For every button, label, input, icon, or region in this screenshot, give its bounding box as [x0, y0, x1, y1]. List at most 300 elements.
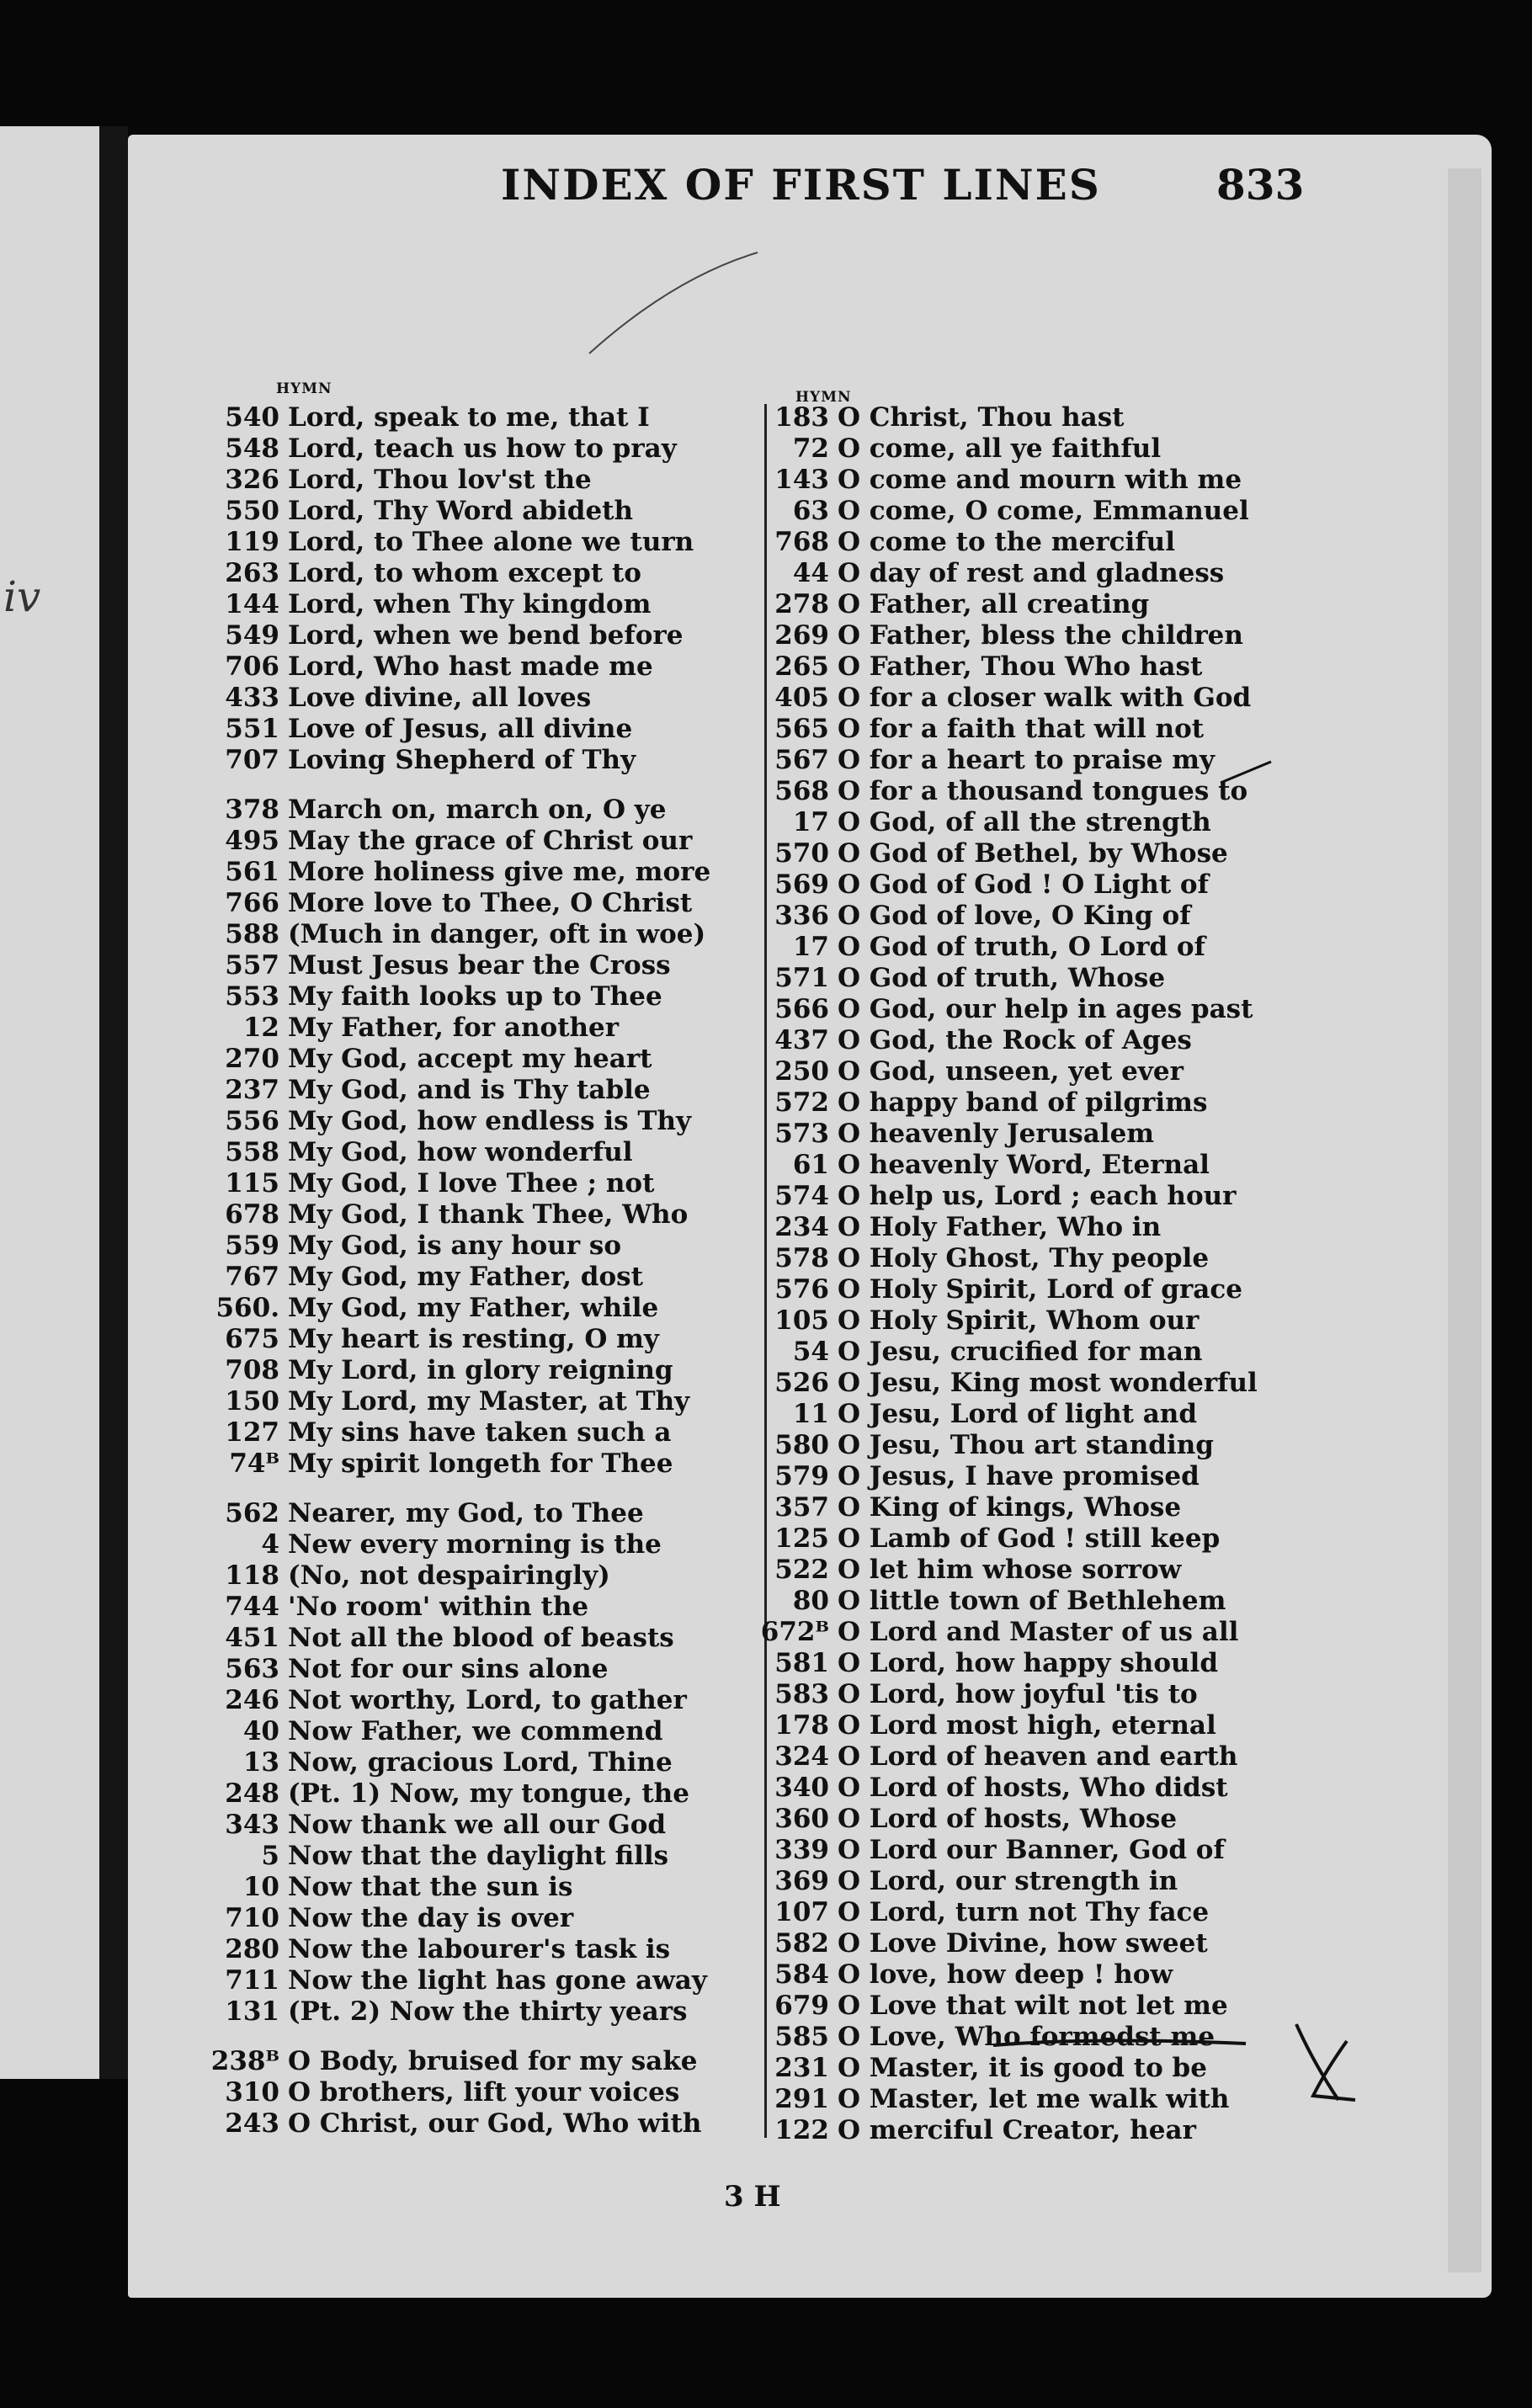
hymn-number: 566	[774, 994, 829, 1024]
hymn-number: 61	[792, 1150, 829, 1180]
hymn-number: 433	[225, 683, 279, 713]
right-entry	[783, 1150, 1322, 1181]
hymn-number: 183	[774, 402, 829, 433]
hymn-number: 243	[225, 2108, 279, 2139]
left-entry	[225, 1137, 774, 1168]
first-line-text: Now the labourer's task is	[288, 1934, 671, 1964]
hymn-number: 13	[242, 1747, 279, 1778]
right-entry	[774, 1056, 1322, 1087]
printer-signature: 3 H	[724, 2180, 781, 2214]
first-line-text: O Lord our Banner, God of	[838, 1835, 1225, 1865]
left-entry	[215, 1293, 774, 1324]
hymn-number: 143	[774, 465, 829, 495]
first-line-text: My God, I love Thee ; not	[288, 1168, 655, 1199]
first-line-text: O heavenly Word, Eternal	[838, 1150, 1210, 1180]
first-line-text: (No, not despairingly)	[288, 1560, 610, 1591]
left-entry	[225, 1386, 774, 1417]
left-index-column	[210, 402, 774, 2140]
hymn-number: 378	[225, 795, 279, 825]
first-line-text: My heart is resting, O my	[288, 1324, 659, 1354]
first-line-text: O Holy Ghost, Thy people	[838, 1243, 1210, 1273]
hymn-number: 74ᴮ	[229, 1449, 279, 1479]
hymn-number: 115	[225, 1168, 279, 1199]
right-entry	[774, 1119, 1322, 1150]
left-entry	[225, 1810, 774, 1841]
right-entry	[783, 1399, 1322, 1430]
first-line-text: My faith looks up to Thee	[288, 981, 662, 1012]
hymn-number: 574	[774, 1181, 829, 1211]
left-entry	[225, 1903, 774, 1934]
first-line-text: New every morning is the	[288, 1529, 662, 1560]
hymn-number: 357	[774, 1492, 829, 1523]
right-entry	[774, 776, 1322, 807]
left-entry	[225, 826, 774, 857]
right-entry	[774, 1368, 1322, 1399]
first-line-text: O Lord and Master of us all	[838, 1617, 1239, 1647]
first-line-text: O love, how deep ! how	[838, 1959, 1173, 1990]
right-entry	[774, 1897, 1322, 1928]
right-entry	[783, 1586, 1322, 1617]
first-line-text: May the grace of Christ our	[288, 826, 693, 856]
left-entry	[242, 1872, 774, 1903]
first-line-text: My God, I thank Thee, Who	[288, 1199, 689, 1230]
first-line-text: Lord, when we bend before	[288, 620, 684, 651]
right-entry	[774, 651, 1322, 683]
hymn-number: 706	[225, 651, 279, 682]
hymn-number: 238ᴮ	[210, 2046, 279, 2076]
first-line-text: O Lord of hosts, Whose	[838, 1804, 1178, 1834]
hymn-number: 583	[774, 1679, 829, 1709]
first-line-text: Lord, to Thee alone we turn	[288, 527, 694, 557]
left-entry	[225, 1654, 774, 1685]
hymn-number: 369	[774, 1866, 829, 1896]
hymn-number: 339	[774, 1835, 829, 1865]
hymn-number: 12	[242, 1013, 279, 1043]
left-entry	[225, 1168, 774, 1199]
first-line-text: My God, my Father, while	[288, 1293, 659, 1323]
left-entry	[225, 1417, 774, 1449]
left-entry	[225, 1996, 774, 2028]
left-entry	[225, 651, 774, 683]
page-number: 833	[1216, 160, 1305, 210]
right-entry	[783, 496, 1322, 527]
hymn-number: 549	[225, 620, 279, 651]
hymn-number: 707	[225, 745, 279, 775]
first-line-text: O God of love, O King of	[838, 901, 1191, 931]
hymn-number: 131	[225, 1996, 279, 2027]
right-entry	[774, 1430, 1322, 1461]
left-entry	[225, 1778, 774, 1810]
column-label-right: HYMN	[795, 389, 852, 406]
first-line-text: Love divine, all loves	[288, 683, 592, 713]
first-line-text: Lord, when Thy kingdom	[288, 589, 652, 619]
left-entry	[225, 795, 774, 826]
hymn-number: 278	[774, 589, 829, 619]
first-line-text: O King of kings, Whose	[838, 1492, 1182, 1523]
right-entry	[774, 1461, 1322, 1492]
left-entry	[253, 1529, 774, 1560]
first-line-text: O Jesu, crucified for man	[838, 1337, 1203, 1367]
right-entry	[774, 1181, 1322, 1212]
right-entry	[774, 1866, 1322, 1897]
first-line-text: March on, march on, O ye	[288, 795, 667, 825]
first-line-text: O merciful Creator, hear	[838, 2115, 1196, 2145]
hymn-number: 248	[225, 1778, 279, 1809]
hymn-number: 343	[225, 1810, 279, 1840]
right-entry	[774, 838, 1322, 869]
first-line-text: Love of Jesus, all divine	[288, 714, 633, 744]
hymn-number: 4	[261, 1529, 279, 1560]
first-line-text: Nearer, my God, to Thee	[288, 1498, 644, 1528]
first-line-text: O Lord most high, eternal	[838, 1710, 1216, 1741]
hymn-number: 119	[225, 527, 279, 557]
hymn-number: 265	[774, 651, 829, 682]
first-line-text: Lord, Thou lov'st the	[288, 465, 592, 495]
hymn-number: 569	[774, 869, 829, 900]
hymn-number: 340	[774, 1773, 829, 1803]
first-line-text: (Much in danger, oft in woe)	[288, 919, 706, 949]
hymn-number: 118	[225, 1560, 279, 1591]
hymn-number: 40	[242, 1716, 279, 1746]
hymn-number: 768	[774, 527, 829, 557]
left-entry	[225, 683, 774, 714]
left-entry	[225, 950, 774, 981]
right-entry	[774, 1648, 1322, 1679]
facing-page-fragment: iv	[3, 572, 41, 621]
hymn-number: 563	[225, 1654, 279, 1684]
first-line-text: O Jesu, Thou art standing	[838, 1430, 1214, 1460]
left-entry	[225, 857, 774, 888]
first-line-text: Lord, Thy Word abideth	[288, 496, 634, 526]
first-line-text: O for a closer walk with God	[838, 683, 1252, 713]
left-entry	[225, 589, 774, 620]
first-line-text: My God, and is Thy table	[288, 1075, 651, 1105]
first-line-text: Now the day is over	[288, 1903, 574, 1933]
first-line-text: Not for our sins alone	[288, 1654, 609, 1684]
first-line-text: O little town of Bethlehem	[838, 1586, 1226, 1616]
hymn-number: 579	[774, 1461, 829, 1491]
hymn-number: 17	[792, 932, 829, 962]
hymn-number: 270	[225, 1044, 279, 1074]
right-entry	[774, 2115, 1322, 2146]
hymn-number: 560.	[215, 1293, 279, 1323]
left-entry	[225, 527, 774, 558]
first-line-text: O come, O come, Emmanuel	[838, 496, 1249, 526]
first-line-text: O heavenly Jerusalem	[838, 1119, 1155, 1149]
first-line-text: My God, my Father, dost	[288, 1262, 643, 1292]
first-line-text: O come and mourn with me	[838, 465, 1242, 495]
left-entry	[242, 1747, 774, 1778]
first-line-text: O God of truth, O Lord of	[838, 932, 1205, 962]
first-line-text: O Christ, Thou hast	[838, 402, 1125, 433]
hymn-number: 576	[774, 1274, 829, 1305]
left-entry	[225, 1498, 774, 1529]
first-line-text: My God, how wonderful	[288, 1137, 633, 1167]
hymn-number: 125	[774, 1523, 829, 1554]
left-entry	[242, 1013, 774, 1044]
first-line-text: O Jesu, King most wonderful	[838, 1368, 1258, 1398]
right-entry	[774, 1555, 1322, 1586]
right-entry	[774, 1835, 1322, 1866]
first-line-text: O God of God ! O Light of	[838, 869, 1209, 900]
first-line-text: Not all the blood of beasts	[288, 1623, 674, 1653]
right-entry	[774, 1212, 1322, 1243]
hymn-number: 336	[774, 901, 829, 931]
first-line-text: O let him whose sorrow	[838, 1555, 1182, 1585]
hymn-number: 578	[774, 1243, 829, 1273]
first-line-text: O Jesu, Lord of light and	[838, 1399, 1198, 1429]
hymn-number: 562	[225, 1498, 279, 1528]
left-entry	[225, 1231, 774, 1262]
left-entry	[210, 2046, 774, 2077]
hymn-number: 679	[774, 1991, 829, 2021]
left-entry	[225, 433, 774, 465]
first-line-text: Now Father, we commend	[288, 1716, 663, 1746]
first-line-text: O Master, let me walk with	[838, 2084, 1230, 2114]
hymn-number: 585	[774, 2022, 829, 2052]
hymn-number: 744	[225, 1592, 279, 1622]
first-line-text: O Love, Who formedst me	[838, 2022, 1215, 2052]
right-entry	[774, 1087, 1322, 1119]
first-line-text: O come to the merciful	[838, 527, 1175, 557]
hymn-number: 708	[225, 1355, 279, 1385]
first-line-text: O for a thousand tongues to	[838, 776, 1248, 806]
left-entry	[225, 1075, 774, 1106]
first-line-text: My Lord, in glory reigning	[288, 1355, 673, 1385]
hymn-number: 44	[792, 558, 829, 588]
first-line-text: O for a faith that will not	[838, 714, 1205, 744]
left-entry	[225, 888, 774, 919]
first-line-text: O Father, bless the children	[838, 620, 1243, 651]
right-entry	[774, 1679, 1322, 1710]
left-entry	[229, 1449, 774, 1480]
hymn-number: 324	[774, 1741, 829, 1772]
hymn-number: 437	[774, 1025, 829, 1055]
left-entry	[225, 2108, 774, 2140]
right-entry	[783, 433, 1322, 465]
first-line-text: O happy band of pilgrims	[838, 1087, 1208, 1118]
first-line-text: O Lamb of God ! still keep	[838, 1523, 1221, 1554]
hymn-number: 11	[792, 1399, 829, 1429]
right-entry	[774, 589, 1322, 620]
hymn-number: 263	[225, 558, 279, 588]
hymn-number: 17	[792, 807, 829, 837]
first-line-text: Now, gracious Lord, Thine	[288, 1747, 673, 1778]
hymn-number: 10	[242, 1872, 279, 1902]
hymn-number: 548	[225, 433, 279, 464]
first-line-text: O Father, all creating	[838, 589, 1150, 619]
first-line-text: Must Jesus bear the Cross	[288, 950, 671, 981]
right-entry	[774, 745, 1322, 776]
right-entry	[783, 932, 1322, 963]
first-line-text: O for a heart to praise my	[838, 745, 1215, 775]
right-entry	[774, 1773, 1322, 1804]
left-entry	[242, 1716, 774, 1747]
first-line-text: Now the light has gone away	[288, 1965, 707, 1996]
right-entry	[774, 1243, 1322, 1274]
hymn-number: 495	[225, 826, 279, 856]
hymn-number: 561	[225, 857, 279, 887]
left-entry	[225, 1685, 774, 1716]
first-line-text: O Christ, our God, Who with	[288, 2108, 702, 2139]
hymn-number: 766	[225, 888, 279, 918]
hymn-number: 122	[774, 2115, 829, 2145]
left-entry	[225, 981, 774, 1013]
hymn-number: 405	[774, 683, 829, 713]
first-line-text: Lord, speak to me, that I	[288, 402, 650, 433]
right-entry	[774, 620, 1322, 651]
left-entry	[225, 1199, 774, 1231]
left-entry	[225, 496, 774, 527]
right-entry	[774, 1928, 1322, 1959]
hymn-number: 360	[774, 1804, 829, 1834]
right-entry	[774, 527, 1322, 558]
hymn-number: 144	[225, 589, 279, 619]
first-line-text: Now that the daylight fills	[288, 1841, 669, 1871]
right-entry	[774, 901, 1322, 932]
hymn-number: 557	[225, 950, 279, 981]
first-line-text: O God of Bethel, by Whose	[838, 838, 1228, 869]
hymn-number: 580	[774, 1430, 829, 1460]
first-line-text: O Lord of heaven and earth	[838, 1741, 1238, 1772]
hymn-number: 107	[774, 1897, 829, 1927]
right-entry	[774, 1274, 1322, 1305]
left-entry	[225, 1262, 774, 1293]
page-title: INDEX OF FIRST LINES	[501, 160, 1101, 210]
hymn-number: 72	[792, 433, 829, 464]
first-line-text: O Body, bruised for my sake	[288, 2046, 698, 2076]
first-line-text: O Jesus, I have promised	[838, 1461, 1200, 1491]
right-entry	[774, 683, 1322, 714]
hymn-number: 570	[774, 838, 829, 869]
hymn-number: 54	[792, 1337, 829, 1367]
hymn-number: 558	[225, 1137, 279, 1167]
first-line-text: O God, of all the strength	[838, 807, 1211, 837]
left-entry	[253, 1841, 774, 1872]
right-entry	[774, 2084, 1322, 2115]
hymn-number: 767	[225, 1262, 279, 1292]
first-line-text: O brothers, lift your voices	[288, 2077, 680, 2108]
right-entry	[774, 465, 1322, 496]
right-index-column	[760, 402, 1322, 2146]
left-entry	[225, 1106, 774, 1137]
right-entry	[774, 1959, 1322, 1991]
hymn-number: 571	[774, 963, 829, 993]
hymn-number: 540	[225, 402, 279, 433]
right-entry	[774, 1492, 1322, 1523]
hymn-number: 711	[225, 1965, 279, 1996]
page-edge-shadow	[1448, 168, 1481, 2272]
left-entry	[225, 620, 774, 651]
first-line-text: My Lord, my Master, at Thy	[288, 1386, 690, 1417]
hymn-number: 567	[774, 745, 829, 775]
first-line-text: Lord, to whom except to	[288, 558, 641, 588]
hymn-number: 234	[774, 1212, 829, 1242]
first-line-text: Now thank we all our God	[288, 1810, 667, 1840]
hymn-number: 568	[774, 776, 829, 806]
right-entry	[774, 402, 1322, 433]
hymn-number: 556	[225, 1106, 279, 1136]
hymn-number: 310	[225, 2077, 279, 2108]
hymn-number: 573	[774, 1119, 829, 1149]
hymn-number: 5	[261, 1841, 279, 1871]
right-entry	[760, 1617, 1322, 1648]
hymn-number: 105	[774, 1305, 829, 1336]
first-line-text: Not worthy, Lord, to gather	[288, 1685, 687, 1715]
hymn-number: 127	[225, 1417, 279, 1448]
hymn-number: 584	[774, 1959, 829, 1990]
left-entry	[225, 402, 774, 433]
first-line-text: My God, how endless is Thy	[288, 1106, 692, 1136]
hymn-number: 678	[225, 1199, 279, 1230]
hymn-number: 526	[774, 1368, 829, 1398]
first-line-text: My God, is any hour so	[288, 1231, 621, 1261]
right-entry	[774, 1523, 1322, 1555]
hymn-number: 250	[774, 1056, 829, 1087]
hymn-number: 588	[225, 919, 279, 949]
hymn-number: 522	[774, 1555, 829, 1585]
hymn-number: 565	[774, 714, 829, 744]
hymn-number: 572	[774, 1087, 829, 1118]
right-entry	[774, 869, 1322, 901]
first-line-text: My Father, for another	[288, 1013, 620, 1043]
first-line-text: My sins have taken such a	[288, 1417, 672, 1448]
first-line-text: O Lord, turn not Thy face	[838, 1897, 1210, 1927]
first-line-text: O Holy Father, Who in	[838, 1212, 1162, 1242]
hymn-number: 710	[225, 1903, 279, 1933]
first-line-text: Lord, Who hast made me	[288, 651, 653, 682]
first-line-text: My God, accept my heart	[288, 1044, 652, 1074]
right-entry	[774, 2022, 1322, 2053]
hymn-number: 326	[225, 465, 279, 495]
hymn-number: 237	[225, 1075, 279, 1105]
page-header	[370, 160, 1305, 219]
first-line-text: O God, the Rock of Ages	[838, 1025, 1192, 1055]
first-line-text: Loving Shepherd of Thy	[288, 745, 636, 775]
hymn-number: 63	[792, 496, 829, 526]
left-entry	[225, 1592, 774, 1623]
first-line-text: O Lord, our strength in	[838, 1866, 1178, 1896]
column-label-left: HYMN	[276, 380, 332, 397]
first-line-text: O help us, Lord ; each hour	[838, 1181, 1237, 1211]
hymn-number: 553	[225, 981, 279, 1012]
right-entry	[774, 994, 1322, 1025]
hymn-number: 559	[225, 1231, 279, 1261]
first-line-text: (Pt. 1) Now, my tongue, the	[288, 1778, 689, 1809]
left-entry	[225, 1560, 774, 1592]
first-line-text: O Love that wilt not let me	[838, 1991, 1228, 2021]
right-entry	[774, 1710, 1322, 1741]
first-line-text: O God, our help in ages past	[838, 994, 1253, 1024]
left-entry	[225, 1965, 774, 1996]
left-entry	[225, 1044, 774, 1075]
hymn-number: 231	[774, 2053, 829, 2083]
hymn-number: 269	[774, 620, 829, 651]
right-entry	[783, 807, 1322, 838]
first-line-text: O God, unseen, yet ever	[838, 1056, 1184, 1087]
right-entry	[774, 1025, 1322, 1056]
left-entry	[225, 1934, 774, 1965]
first-line-text: (Pt. 2) Now the thirty years	[288, 1996, 688, 2027]
right-entry	[774, 1741, 1322, 1773]
hymn-number: 80	[792, 1586, 829, 1616]
left-entry	[225, 2077, 774, 2108]
left-entry	[225, 558, 774, 589]
hymn-number: 672ᴮ	[760, 1617, 829, 1647]
first-line-text: My spirit longeth for Thee	[288, 1449, 673, 1479]
right-entry	[783, 1337, 1322, 1368]
first-line-text: O Holy Spirit, Whom our	[838, 1305, 1200, 1336]
